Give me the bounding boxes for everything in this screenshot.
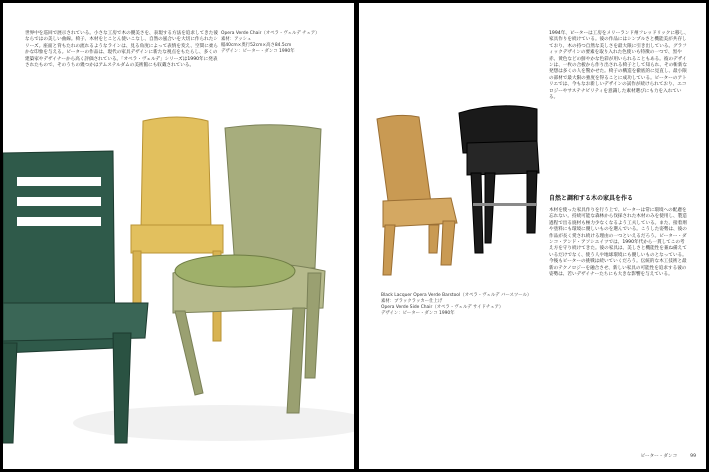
- caption-line: Opera Verde Side Chair（オペラ・ヴェルデ サイドチェア）: [381, 305, 504, 310]
- left-page: [3, 3, 354, 469]
- caption-line: 素材：アッシュ: [221, 37, 252, 42]
- right-page: [359, 3, 706, 469]
- footer-label: ピーター・ダンコ: [640, 454, 678, 459]
- page-number: 99: [690, 454, 696, 459]
- caption-line: Black Lacquer Opera Verde Barstool（オペラ・ヴェルデ バースツール）: [381, 293, 532, 298]
- right-photo-caption: [381, 293, 541, 317]
- chairs-photo-left: [3, 3, 354, 469]
- caption-line: デザイン：ピーター・ダンコ 1990年: [381, 311, 455, 316]
- left-body-text: 世界中を巡回で展示されている。小さな工房で木の優美さを、表現する方法を追求してきた彼ならではの美しい曲線。椅子、木材をとことん使いこなし、自然の風合いを大切に作られたシリーズ。座面と背もたれの流れるようなラインは、見る角度によって表情を変え、空間に柔らかな印象を与える。ピーターの作品は、現代の家具デザインに新たな視点をもたらし、多くの建築家やデザイナーから高く評価されている。「オペラ・ヴェルデ」シリーズは1990年に発表されたもので、そのうちの幾つかはアムステルダムの美術館にも収蔵されている。: [25, 31, 218, 69]
- caption-line: 素材：ブラックラッカー仕上げ: [381, 299, 443, 304]
- right-top-text: 1994年、ピーターは工房をメリーランド州フレッドリックに移し、家具作りを続けている。彼の作品にはシンプルさと機能美が共存しており、木の持つ自然な美しさを最大限に引き出している。グラフィックデザインの要素を取り入れた色使いも特徴の一つで、黒や赤、黄色などの鮮やかな色彩が用いられることもある。彼のデザインは、一枚の合板から作り出される椅子として知られ、その斬新な発想は多くの人を驚かせた。椅子の構造を徹底的に見直し、最小限の部材で最大限の強度を得ることに成功している。ピーターのアトリエでは、今もなお新しいデザインの試作が続けられており、エコロジーやサステナビリティを意識した素材選びにも力を入れている。: [549, 31, 689, 101]
- caption-line: 幅40cm×奥行52cm×高さ84.5cm: [221, 43, 292, 48]
- section-title: 自然と調和する木の家具を作る: [549, 195, 634, 202]
- page-footer: [641, 453, 696, 459]
- green-chair: [3, 151, 148, 443]
- caption-line: デザイン：ピーター・ダンコ 1990年: [221, 49, 295, 54]
- right-bottom-text: 木材を使った家具作りを行う上で、ピーターは常に環境への配慮を忘れない。持続可能な森林から伐採された木材のみを使用し、製造過程で出る廃材も極力少なくなるよう工夫している。また、接着剤や塗料にも環境に優しいものを選んでいる。こうした姿勢は、彼の作品が長く愛され続ける理由の一つといえるだろう。ピーター・ダンコ・アンド・アソシエイツでは、1990年代から一貫してこの考え方を守り続けてきた。彼の家具は、美しさと機能性を兼ね備えているだけでなく、使う人や地球環境にも優しいものとなっている。今後もピーターの挑戦は続いていくだろう。伝統的な木工技術と最新のテクノロジーを融合させ、新しい家具の可能性を追求する彼の姿勢は、若いデザイナーたちにも大きな影響を与えている。: [549, 208, 687, 278]
- caption-line: Opera Verde Chair（オペラ・ヴェルデ チェア）: [221, 31, 320, 36]
- black-barstool: [459, 106, 539, 253]
- natural-chair: [377, 115, 457, 275]
